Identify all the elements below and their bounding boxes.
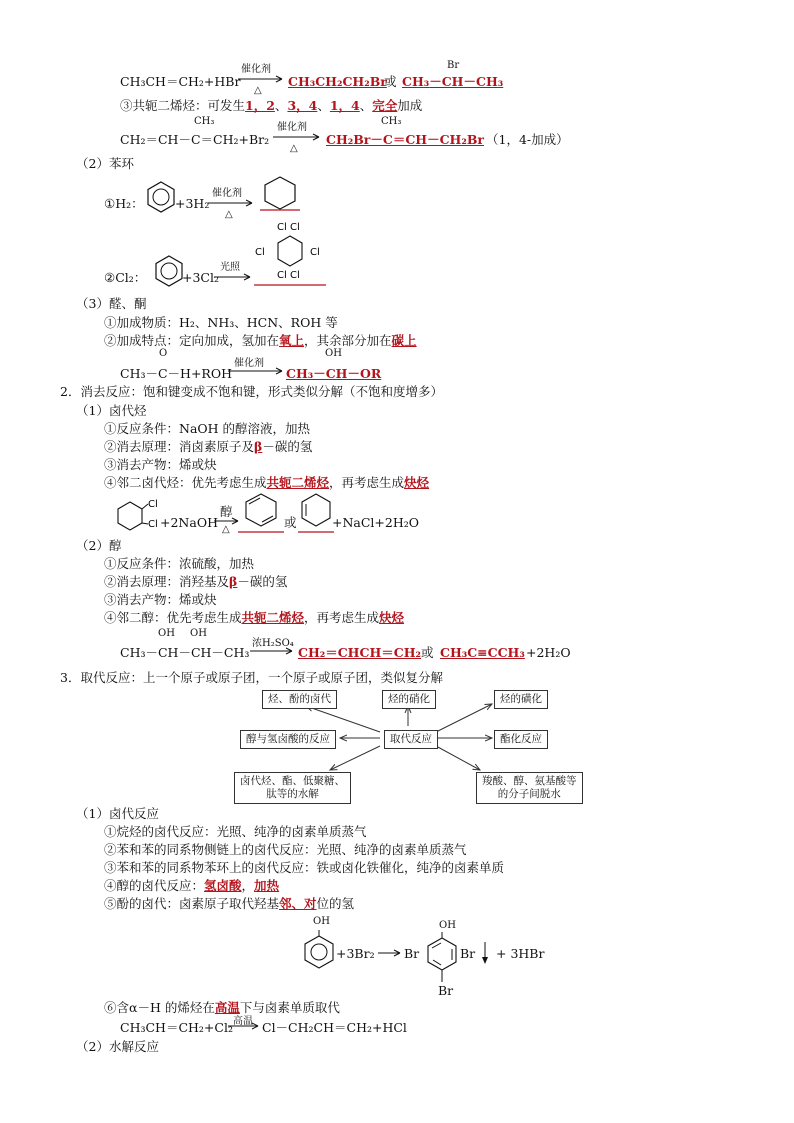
- product-2-bromopropane: CH₃－CH－CH₃: [402, 74, 504, 89]
- reaction-arrow: [228, 1021, 262, 1033]
- alkane-halogenation: ①烷烃的卤代反应：光照、纯净的卤素单质蒸气: [104, 824, 367, 839]
- hbr-product: + 3HBr: [496, 946, 545, 961]
- precipitate-arrow-icon: [480, 942, 490, 966]
- node-hydrolysis: 卤代烃、酯、低聚糖、 肽等的水解: [234, 772, 351, 804]
- naoh-reagent: +2NaOH: [160, 515, 218, 530]
- reaction-arrow: [228, 366, 286, 378]
- reaction-arrow: [214, 272, 254, 284]
- hemiacetal-product: CH₃－CH－OR: [286, 366, 382, 381]
- reaction-aldehyde-lhs: CH₃－C－H+ROH: [120, 366, 232, 381]
- subsection-alcohol: （2）醇: [76, 538, 122, 553]
- subsection-halogenation: （1）卤代反应: [76, 806, 159, 821]
- condition-heat: △: [290, 143, 298, 154]
- butyne-product: CH₃C≡CCH₃: [440, 645, 525, 660]
- carbonyl-oxygen: O: [159, 348, 168, 359]
- allyl-chloride-product: Cl－CH₂CH＝CH₂+HCl: [262, 1020, 407, 1035]
- svg-text:Cl: Cl: [277, 222, 287, 233]
- hydroxyl-group: OH: [325, 348, 342, 359]
- alcohol-halogenation: ④醇的卤代反应：氢卤酸，加热: [104, 878, 280, 893]
- svg-text:Cl: Cl: [277, 270, 287, 281]
- product-hydroxyl: OH: [439, 920, 456, 931]
- cyclohexane-product-icon: [258, 174, 302, 212]
- cyclohexadiene-product-icon: [236, 490, 286, 536]
- vicinal-diol-note: ④邻二醇：优先考虑生成共轭二烯烃，再考虑生成炔烃: [104, 610, 405, 625]
- alcohol-principle: ②消去原理：消羟基及β－碳的氢: [104, 574, 288, 589]
- condition-heat: △: [222, 524, 230, 535]
- svg-text:Cl: Cl: [290, 270, 300, 281]
- water-product: +2H₂O: [526, 645, 571, 660]
- hydroxyl-group: OH: [158, 628, 175, 639]
- butadiene-product: CH₂＝CHCH＝CH₂: [298, 645, 421, 660]
- node-dehydration: 羧酸、醇、氨基酸等 的分子间脱水: [476, 772, 583, 804]
- alcohol-products: ③消去产物：烯或炔: [104, 592, 217, 607]
- diene-addition-line: ③共轭二烯烃：可发生1，2、3，4、1，4、完全加成: [120, 98, 423, 113]
- node-halogenation: 烃、酚的卤代: [262, 690, 337, 709]
- svg-text:Cl: Cl: [148, 499, 158, 510]
- condition-catalyst: 催化剂: [241, 64, 271, 75]
- haloalkane-principle: ②消去原理：消卤素原子及β－碳的氢: [104, 439, 313, 454]
- or-text: 或: [421, 645, 434, 660]
- condition-light: 光照: [220, 262, 240, 273]
- note-1-4-addition: （1，4-加成）: [486, 132, 569, 147]
- aldehyde-addition-reagents: ①加成物质：H₂、NH₃、HCN、ROH 等: [104, 315, 338, 330]
- cl2-reagent: +3Cl₂: [182, 270, 219, 285]
- br-substituent: Br: [447, 60, 460, 71]
- phenol-halogenation: ⑤酚的卤代：卤素原子取代羟基邻、对位的氢: [104, 896, 355, 911]
- h2-reagent: +3H₂: [175, 196, 210, 211]
- section-elimination: 2．消去反应：饱和键变成不饱和键，形式类似分解（不饱和度增多）: [60, 384, 443, 399]
- condition-high-temp: 高温: [233, 1016, 253, 1027]
- svg-text:Cl: Cl: [255, 247, 265, 258]
- condition-alcohol: 醇: [220, 504, 233, 519]
- methyl-group: CH₃: [381, 116, 402, 127]
- condition-catalyst: 催化剂: [212, 188, 242, 199]
- reaction-arrow: [250, 646, 296, 658]
- product-1-4-addition: CH₂Br－C＝CH－CH₂Br: [326, 132, 484, 147]
- condition-heat: △: [225, 209, 233, 220]
- tribromophenol-ring-icon: [420, 932, 464, 986]
- benzene-h2-label: ①H₂：: [104, 196, 144, 211]
- dichlorocyclohexane-icon: [114, 494, 164, 540]
- reaction-isoprene-lhs: CH₂＝CH－C＝CH₂+Br₂: [120, 132, 270, 147]
- nacl-water-products: +NaCl+2H₂O: [332, 515, 420, 530]
- benzene-ring-icon: [154, 254, 184, 288]
- alcohol-conditions: ①反应条件：浓硫酸，加热: [104, 556, 255, 571]
- subsection-hydrolysis: （2）水解反应: [76, 1039, 159, 1054]
- phenol-hydroxyl: OH: [313, 916, 330, 927]
- subsection-haloalkane: （1）卤代烃: [76, 403, 147, 418]
- section-benzene: （2）苯环: [76, 156, 134, 171]
- svg-text:Cl: Cl: [148, 519, 158, 530]
- alpha-h-halogenation: ⑥含α－H 的烯烃在高温下与卤素单质取代: [104, 1000, 340, 1015]
- bromine-ortho-right: Br: [460, 946, 476, 961]
- reaction-hbr-lhs: CH₃CH＝CH₂+HBr: [120, 74, 241, 89]
- svg-text:Cl: Cl: [310, 247, 320, 258]
- node-nitration: 烃的硝化: [382, 690, 436, 709]
- diol-reactant: CH₃－CH－CH－CH₃: [120, 645, 250, 660]
- node-alcohol-hydrohalic: 醇与氢卤酸的反应: [240, 730, 336, 749]
- benzene-cl2-label: ②Cl₂：: [104, 270, 147, 285]
- sidechain-halogenation: ②苯和苯的同系物侧链上的卤代反应：光照、纯净的卤素单质蒸气: [104, 842, 467, 857]
- section-substitution: 3．取代反应：上一个原子或原子团，一个原子或原子团，类似复分解: [60, 670, 443, 685]
- or-text: 或: [284, 515, 297, 530]
- condition-catalyst: 催化剂: [277, 122, 307, 133]
- node-esterification: 酯化反应: [494, 730, 548, 749]
- bromine-para: Br: [438, 983, 454, 998]
- condition-catalyst: 催化剂: [234, 358, 264, 369]
- condition-conc-h2so4: 浓H₂SO₄: [252, 638, 294, 649]
- hydroxyl-group: OH: [190, 628, 207, 639]
- aldehyde-addition-feature: ②加成特点：定向加成，氢加在氧上，其余部分加在碳上: [104, 333, 417, 348]
- hexachlorocyclohexane-product-icon: [250, 216, 330, 288]
- node-sulfonation: 烃的磺化: [494, 690, 548, 709]
- vicinal-dihalide-note: ④邻二卤代烃：优先考虑生成共轭二烯烃，再考虑生成炔烃: [104, 475, 430, 490]
- cyclohexyne-product-icon: [296, 490, 336, 536]
- haloalkane-products: ③消去产物：烯或炔: [104, 457, 217, 472]
- product-1-bromopropane: CH₃CH₂CH₂Br: [288, 74, 387, 89]
- section-aldehyde-ketone: （3）醛、酮: [76, 296, 147, 311]
- substitution-center-node: 取代反应: [384, 730, 438, 749]
- br2-reagent: +3Br₂: [336, 946, 375, 961]
- methyl-group: CH₃: [194, 116, 215, 127]
- or-text: 或: [384, 74, 397, 89]
- haloalkane-conditions: ①反应条件：NaOH 的醇溶液，加热: [104, 421, 311, 436]
- benzene-ring-icon: [146, 180, 176, 214]
- bromine-ortho-left: Br: [404, 946, 420, 961]
- reaction-arrow: [273, 132, 323, 150]
- reaction-arrow: [378, 948, 404, 960]
- svg-text:Cl: Cl: [290, 222, 300, 233]
- propene-chlorination-lhs: CH₃CH＝CH₂+Cl₂: [120, 1020, 233, 1035]
- condition-heat: △: [254, 85, 262, 96]
- ring-halogenation: ③苯和苯的同系物苯环上的卤代反应：铁或卤化铁催化，纯净的卤素单质: [104, 860, 505, 875]
- reaction-arrow: [238, 74, 286, 92]
- phenol-ring-icon: [302, 930, 336, 972]
